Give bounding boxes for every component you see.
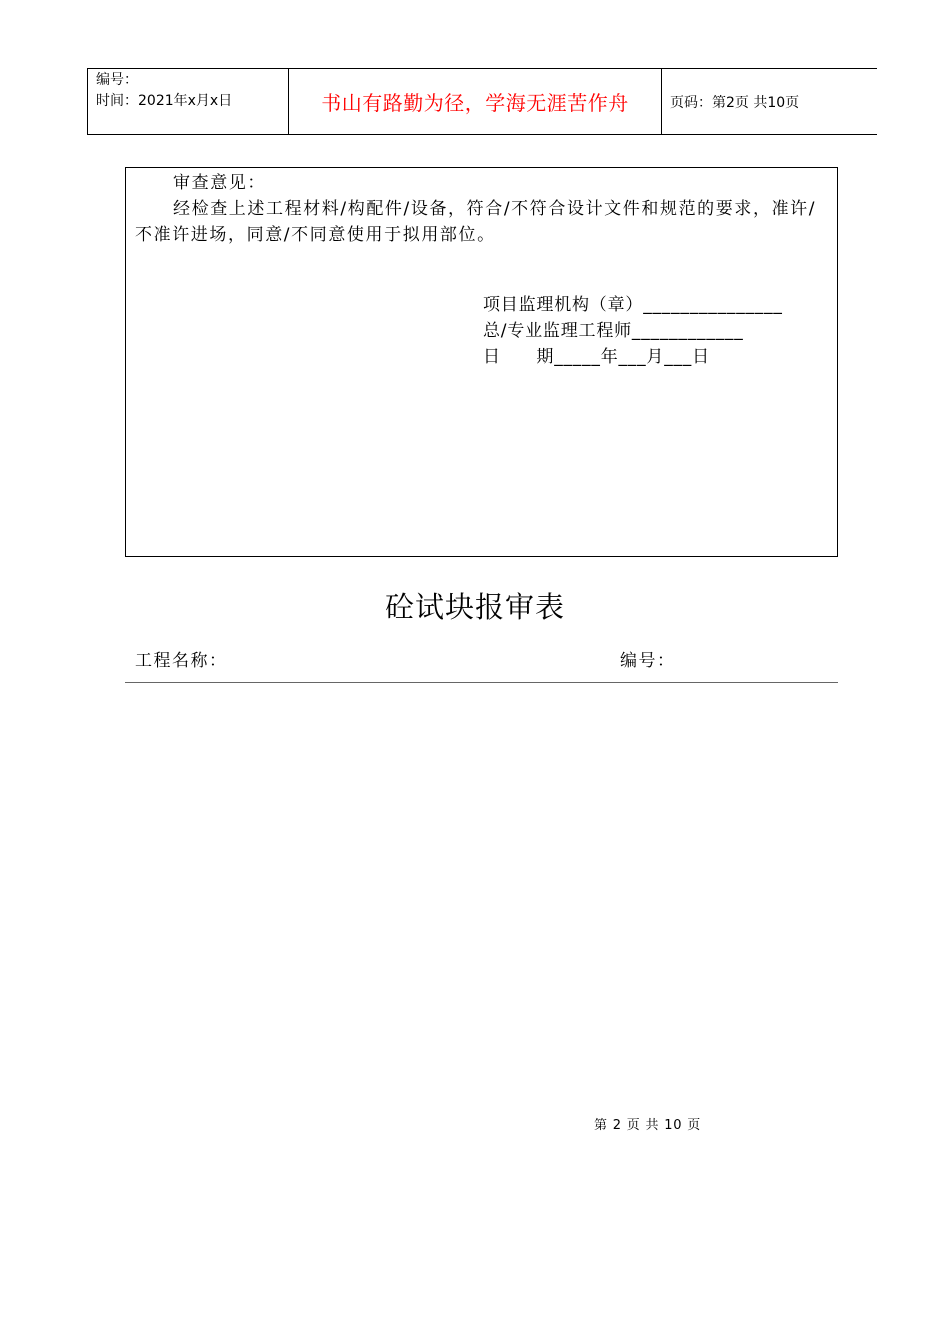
header-motto: 书山有路勤为径，学海无涯苦作舟	[321, 91, 629, 115]
review-heading: 审查意见：	[173, 173, 266, 193]
header-motto-cell	[289, 69, 662, 134]
header-meta-cell	[88, 69, 289, 134]
header-page-cell	[662, 69, 878, 134]
header-time-label: 时间：2021年x月x日	[96, 93, 233, 109]
header-code-label: 编号：	[96, 72, 138, 88]
signature-org-line: 项目监理机构（章）_______________	[483, 295, 783, 315]
review-body: 经检查上述工程材料/构配件/设备，符合/不符合设计文件和规范的要求，准许/不准许进场，同意/不同意使用于拟用部位。	[135, 199, 817, 245]
footer-page-number: 第 2 页 共 10 页	[594, 1118, 702, 1133]
signature-date-line: 日 期_____年___月___日	[483, 347, 710, 367]
project-code-label: 编号：	[620, 651, 676, 671]
signature-engineer-line: 总/专业监理工程师____________	[483, 321, 744, 341]
form-title: 砼试块报审表	[384, 590, 565, 624]
signature-block	[483, 292, 783, 370]
project-name-label: 工程名称：	[135, 651, 228, 671]
header-page-info: 页码：第2页 共10页	[670, 94, 800, 111]
review-text-block	[135, 170, 831, 248]
review-opinion-box	[125, 167, 838, 557]
project-info-line	[125, 644, 838, 683]
header-table	[87, 68, 877, 135]
